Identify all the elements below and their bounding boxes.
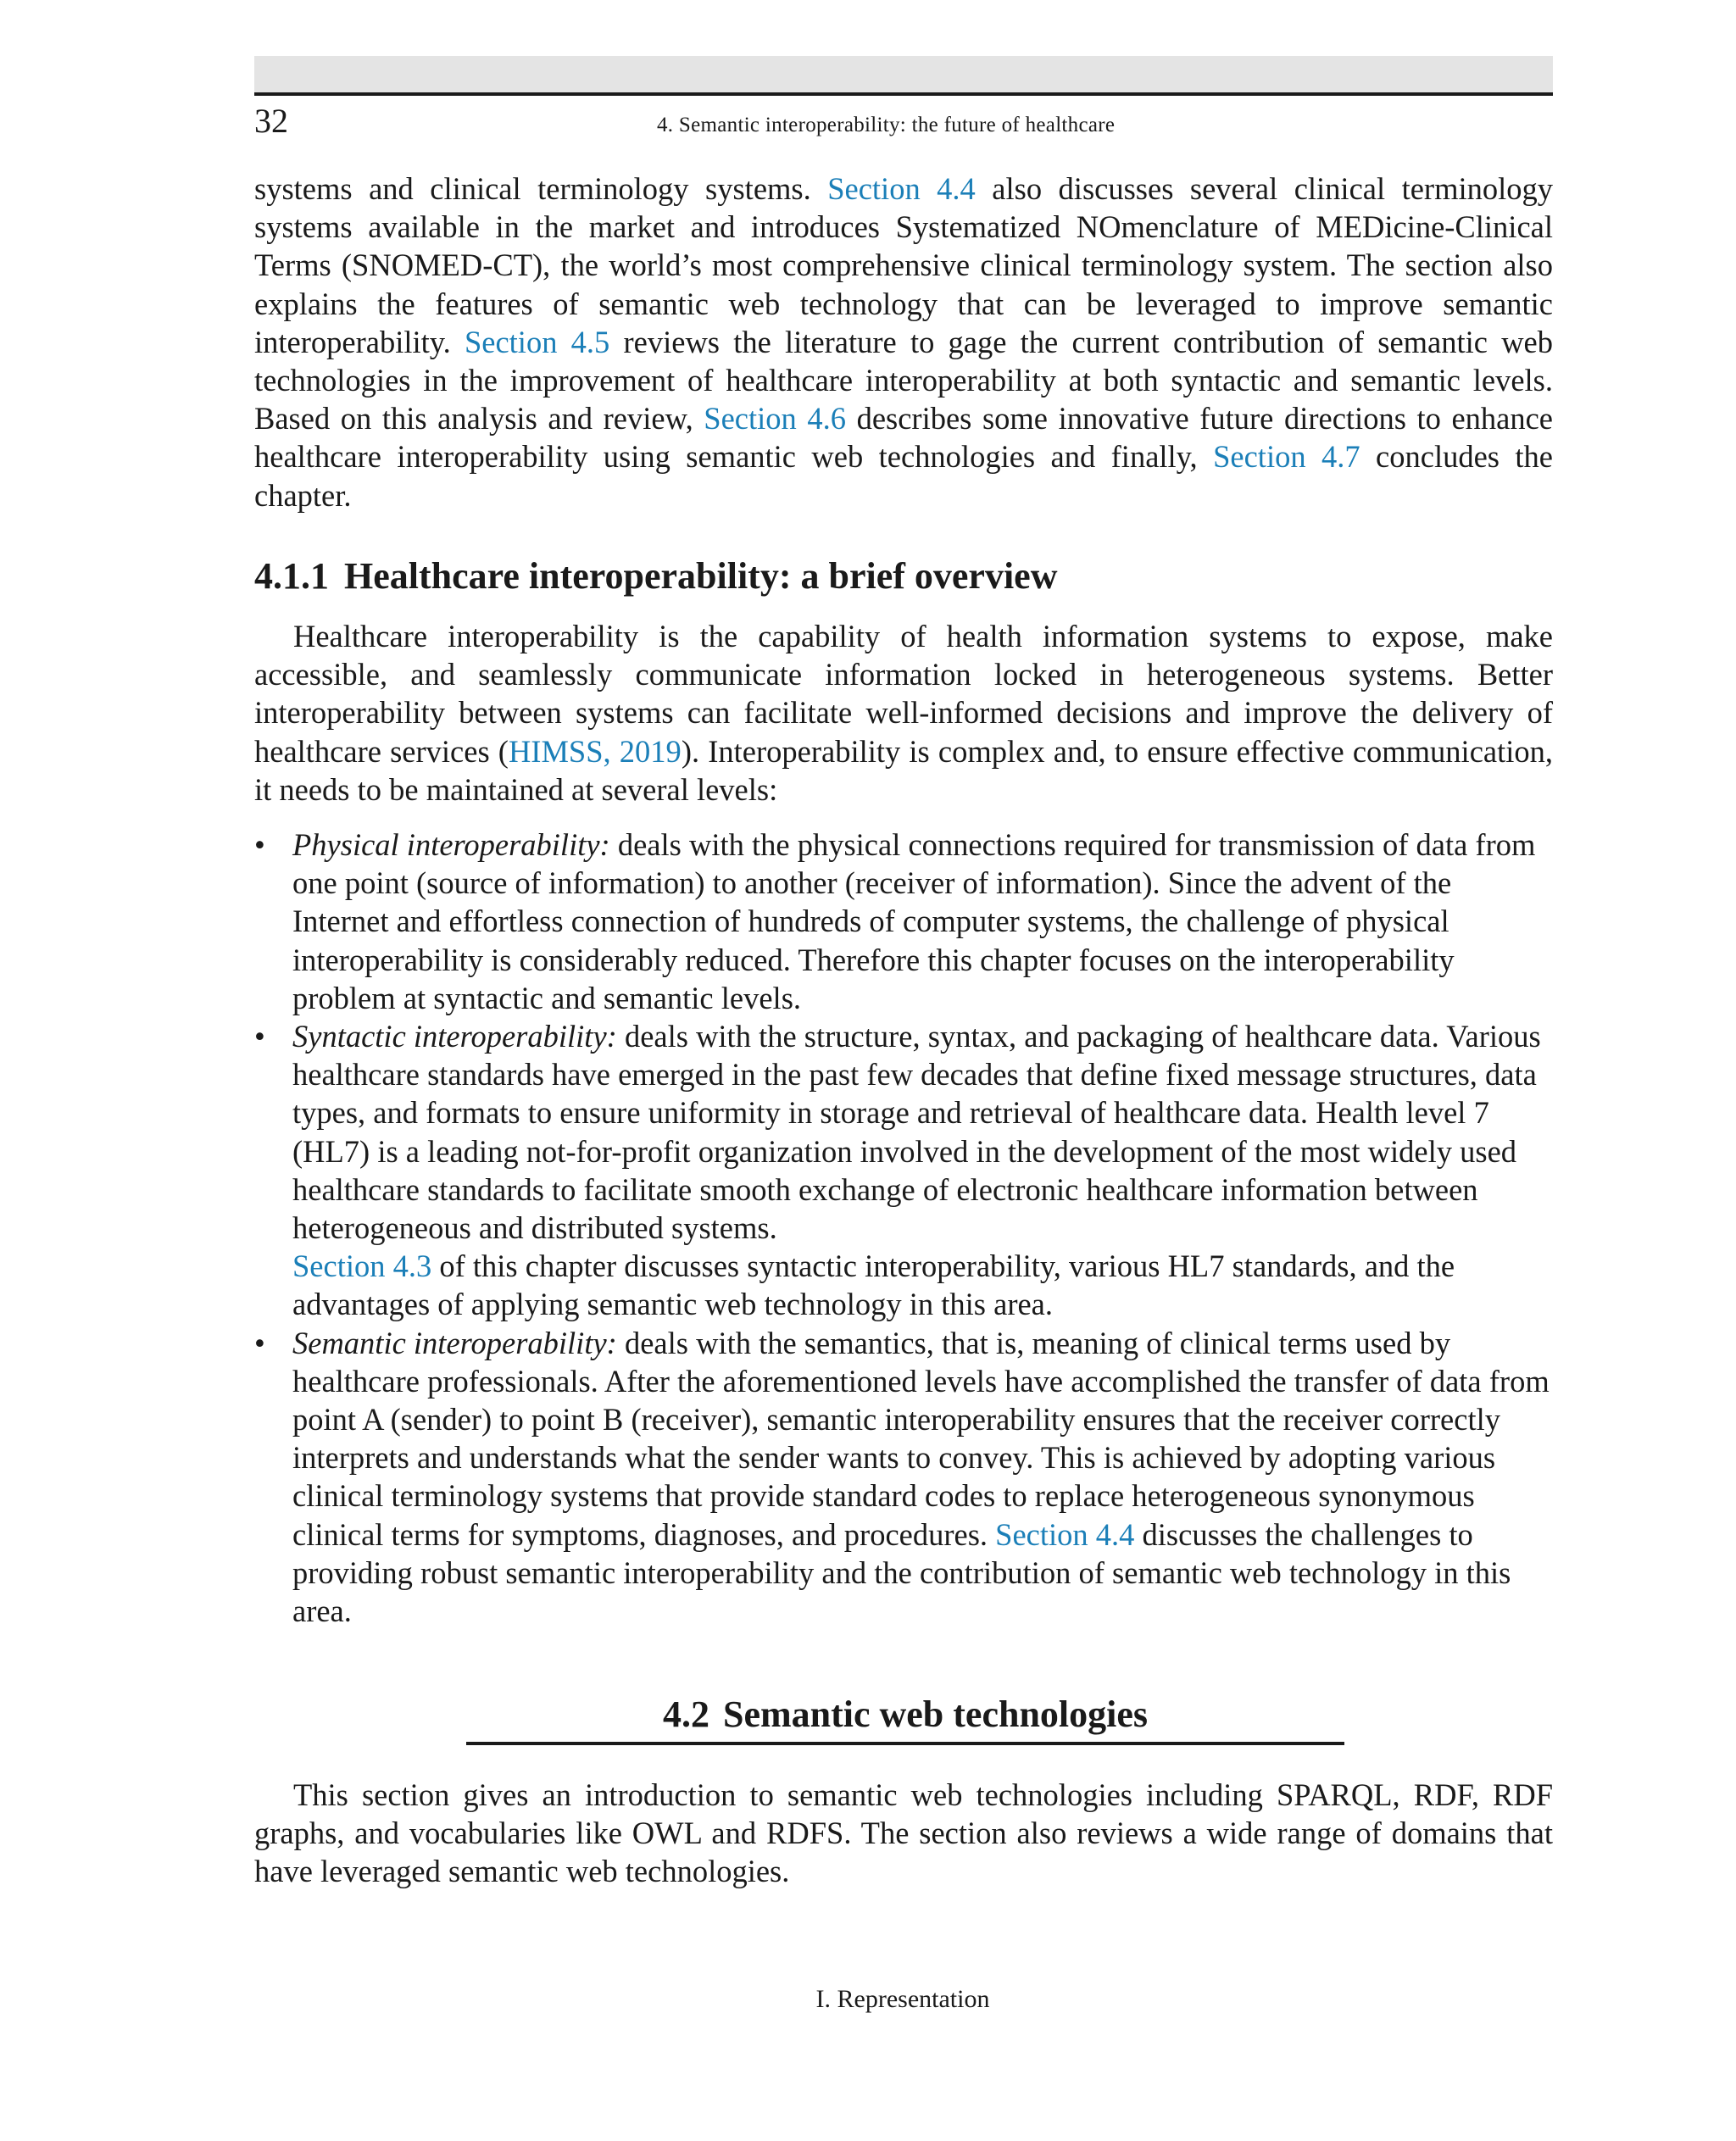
overview-paragraph	[254, 617, 1553, 809]
syntactic-tail: of this chapter discusses syntactic interoperability, various HL7 standards, and the advantages of applying semantic web technology in this area.	[292, 1248, 1455, 1322]
physical-term: Physical interoperability:	[292, 827, 610, 862]
interoperability-levels-list	[254, 826, 1553, 1630]
section-heading	[466, 1691, 1344, 1738]
intro-text-4: describes some innovative future directions to enhance healthcare interoperability using semantic web technologies and finally,	[254, 401, 1554, 475]
page-number: 32	[254, 102, 288, 140]
subsection-title: Healthcare interoperability: a brief overview	[344, 555, 1058, 597]
subsection-heading	[254, 553, 1057, 600]
section-4-5-link[interactable]: Section 4.5	[464, 324, 610, 359]
section-4-6-link[interactable]: Section 4.6	[704, 401, 846, 437]
intro-paragraph	[254, 170, 1553, 514]
bullet-marker: •	[254, 1325, 265, 1360]
section-title: Semantic web technologies	[722, 1693, 1149, 1735]
running-head: 4. Semantic interoperability: the future of healthcare	[657, 114, 1116, 136]
intro-text-5: concludes the chapter.	[254, 439, 1554, 513]
section-4-7-link[interactable]: Section 4.7	[1213, 439, 1360, 475]
list-item-syntactic	[254, 1017, 1553, 1324]
semantic-tail: discusses the challenges to providing robust semantic interoperability and the contribution of semantic web technology in this area.	[292, 1516, 1511, 1629]
section-paragraph-text: This section gives an introduction to semantic web technologies including SPARQL, RDF, RDF graphs, and vocabularies like OWL and RDFS. The section also reviews a wide range of domains that have leveraged semantic web technologies.	[254, 1777, 1553, 1889]
section-4-4-link[interactable]: Section 4.4	[827, 171, 976, 206]
syntactic-term: Syntactic interoperability:	[292, 1019, 617, 1054]
bullet-marker: •	[254, 827, 265, 862]
footer: I. Representation	[815, 1985, 990, 2013]
header-rule	[254, 92, 1553, 96]
intro-text-2: also discusses several clinical terminology systems available in the market and introduces Systematized NOmenclature of MEDicine-Clinical Terms (SNOMED-CT), the world’s most comprehensive clinical terminology system. The section also explains the features of semantic web technology that can be leveraged to improve semantic interoperability.	[254, 171, 1554, 359]
header-band	[254, 56, 1553, 94]
subsection-number: 4.1.1	[254, 555, 329, 597]
section-number: 4.2	[662, 1693, 709, 1735]
physical-text: deals with the physical connections required for transmission of data from one point (source of information) to another (receiver of information). Since the advent of the Internet and effortless connection of hundreds of computer systems, the challenge of physical interoperability is considerably reduced. Therefore this chapter focuses on the interoperability problem at syntactic and semantic levels.	[292, 827, 1536, 1015]
section-4-3-link[interactable]: Section 4.3	[292, 1248, 432, 1284]
semantic-term: Semantic interoperability:	[292, 1325, 617, 1360]
section-paragraph	[254, 1776, 1553, 1891]
overview-text-2: ). Interoperability is complex and, to ensure effective communication, it needs to be maintained at several levels:	[254, 733, 1553, 807]
bullet-marker: •	[254, 1019, 265, 1054]
syntactic-text: deals with the structure, syntax, and packaging of healthcare data. Various healthcare standards have emerged in the past few decades that define fixed message structures, data types, and formats to ensure uniformity in storage and retrieval of healthcare data. Health level 7 (HL7) is a leading not-for-profit organization involved in the development of the most widely used healthcare standards to facilitate smooth exchange of electronic healthcare information between heterogeneous and distributed systems.	[292, 1019, 1541, 1246]
list-item-semantic	[254, 1324, 1553, 1631]
intro-text-3: reviews the literature to gage the current contribution of semantic web technologies in the improvement of healthcare interoperability at both syntactic and semantic levels. Based on this analysis and review,	[254, 324, 1554, 437]
list-item-physical	[254, 826, 1553, 1017]
intro-text-1: systems and clinical terminology systems.	[254, 171, 828, 206]
overview-text-1: Healthcare interoperability is the capability of health information systems to expose, make accessible, and seamlessly communicate information locked in heterogeneous systems. Better interoperability between systems can facilitate well-informed decisions and improve the delivery of healthcare services (	[254, 619, 1553, 769]
section-rule	[466, 1742, 1344, 1745]
semantic-text: deals with the semantics, that is, meaning of clinical terms used by healthcare professionals. After the aforementioned levels have accomplished the transfer of data from point A (sender) to point B (receiver), semantic interoperability ensures that the receiver correctly interprets and understands what the sender wants to convey. This is achieved by adopting various clinical terminology systems that provide standard codes to replace heterogeneous synonymous clinical terms for symptoms, diagnoses, and procedures.	[292, 1325, 1550, 1552]
himss-citation-link[interactable]: HIMSS, 2019	[508, 733, 682, 769]
section-4-4-link-2[interactable]: Section 4.4	[995, 1516, 1135, 1552]
